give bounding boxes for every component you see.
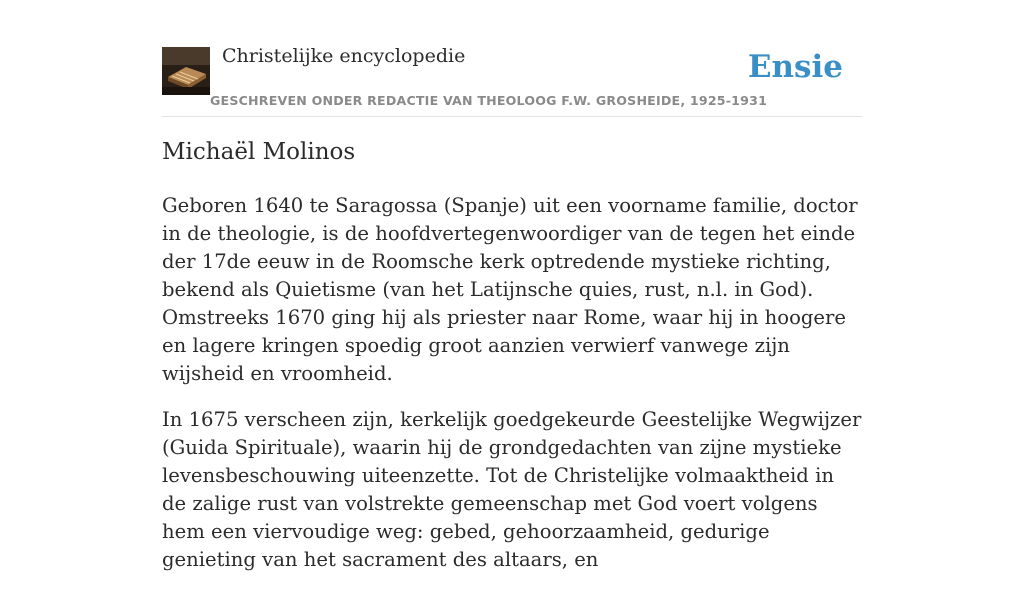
article-paragraph: In 1675 verscheen zijn, kerkelijk goedgekeurde Geestelijke Wegwijzer (Guida Spirituale), waarin hij de grondgedachten van zijne mystieke levensbeschouwing uiteenzette. Tot de Christelijke volmaaktheid in de zalige rust van volstrekte gemeenschap met God voert volgens hem een viervoudige weg: gebed, gehoorzaamheid, gedurige genieting van het sacrament des altaars, en [162,408,862,571]
article-title: Michaël Molinos [162,139,356,165]
site-subtitle: GESCHREVEN ONDER REDACTIE VAN THEOLOOG F.W. GROSHEIDE, 1925-1931 [210,93,768,108]
site-header [162,0,862,117]
article-paragraph: Geboren 1640 te Saragossa (Spanje) uit een voorname familie, doctor in de theologie, is de hoofdvertegenwoordiger van de tegen het einde der 17de eeuw in de Roomsche kerk optredende mystieke richting, bekend als Quietisme (van het Latijnsche quies, rust, n.l. in God). Omstreeks 1670 ging hij als priester naar Rome, waar hij in hoogere en lagere kringen spoedig groot aanzien verwierf vanwege zijn wijsheid en vroomheid. [162,194,858,385]
article-body [162,192,862,592]
page [162,0,862,571]
site-name[interactable]: Christelijke encyclopedie [222,45,466,67]
book-photo-icon[interactable] [162,47,210,95]
ensie-logo-link[interactable]: Ensie [747,49,843,85]
